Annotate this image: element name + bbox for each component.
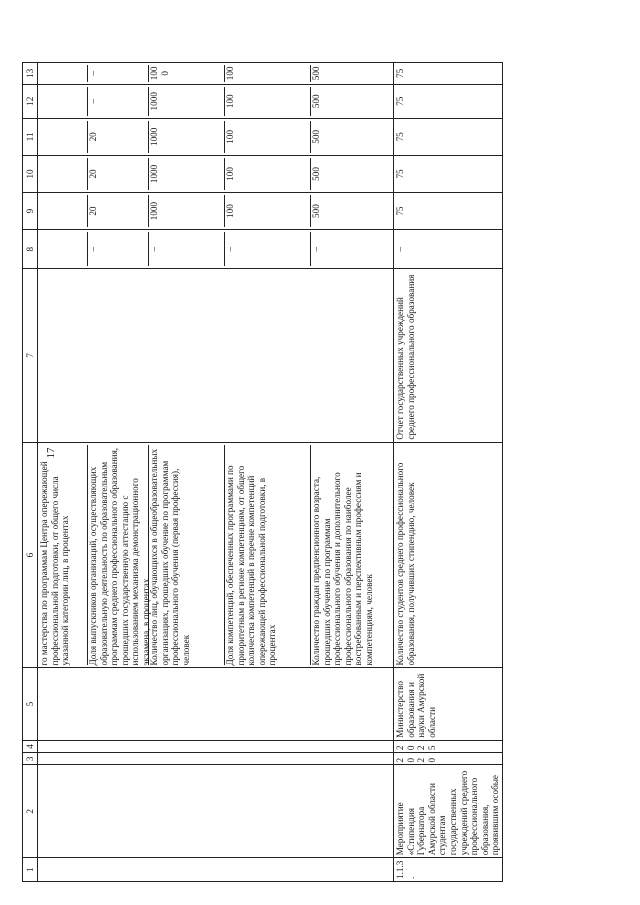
indicator-value [39, 65, 88, 82]
continued-row [38, 63, 394, 882]
col-header-5: 5 [23, 668, 38, 740]
indicator-value: 100 [225, 87, 311, 116]
indicator-name: го мастерства по программам Центра опережающей профессиональной подготовки, от общего числа указанной категории лиц, в процентах [39, 445, 88, 666]
col-header-4: 4 [23, 740, 38, 752]
continued-values-col-11 [38, 118, 394, 155]
continued-source-cell [38, 269, 394, 442]
measure-number: 1.1.3. [394, 858, 503, 882]
measure-value-col-12: 75 [394, 84, 503, 118]
col-header-9: 9 [23, 193, 38, 230]
indicator-value [39, 121, 88, 153]
indicator-value: 100 [225, 158, 311, 190]
measure-value-col-11: 75 [394, 118, 503, 155]
measure-value-col-8: – [394, 230, 503, 269]
continued-cell-name [38, 765, 394, 858]
indicator-value: 1000 [149, 158, 225, 190]
indicator-value: 20 [88, 158, 149, 190]
indicator-value: 500 [311, 129, 321, 144]
continued-cell-num [38, 858, 394, 882]
continued-values-col-9 [38, 193, 394, 230]
measure-value-col-10: 75 [394, 155, 503, 192]
continued-cell-exec [38, 668, 394, 740]
col-header-12: 12 [23, 84, 38, 118]
measure-value-col-9: 75 [394, 193, 503, 230]
col-header-11: 11 [23, 118, 38, 155]
program-measures-table [22, 62, 503, 882]
continued-values-col-8 [38, 230, 394, 269]
col-header-6: 6 [23, 442, 38, 668]
page-number: 17 [45, 447, 57, 459]
col-header-2: 2 [23, 765, 38, 858]
indicator-value [39, 87, 88, 116]
indicator-value: 1000 [149, 195, 225, 227]
indicator-name: Доля выпускников организаций, осуществляющих образовательную деятельность по образовательным программам среднего профессионального образования, прошедших государственную аттестацию с использованием механизма демонстрационного экзамена, в процентах [88, 445, 149, 666]
indicator-value: 1000 [149, 87, 225, 116]
indicator-value: 1000 [149, 121, 225, 153]
indicator-value: 100 [225, 65, 311, 82]
indicator-name: Количество лиц, обучающихся в общеобразовательных организациях, прошедших обучение по программам профессионального обучения (первая профессия), человек [149, 445, 225, 666]
measure-start-year: 2020 [394, 753, 503, 765]
indicator-value: – [225, 232, 311, 266]
indicator-value: 500 [311, 167, 321, 181]
indicator-value: – [88, 87, 149, 116]
indicator-value: 20 [88, 121, 149, 153]
indicator-name: Доля компетенций, обеспеченных программами по приоритетным в регионе компетенциям, от общего количества компетенций в перечне компетенций опережающей профессиональной подготовки, в процентах [225, 445, 311, 666]
measure-value-col-13: 75 [394, 63, 503, 85]
indicator-value: 500 [311, 66, 321, 81]
measure-executor: Министерство образования и науки Амурской области [394, 668, 503, 740]
measure-row [394, 63, 503, 882]
continued-values-col-10 [38, 155, 394, 192]
continued-values-col-13 [38, 63, 394, 85]
indicator-value [39, 195, 88, 227]
measure-indicator-source: Отчет государственных учреждений среднего профессионального образования [394, 269, 503, 442]
col-header-13: 13 [23, 63, 38, 85]
continued-cell-start [38, 753, 394, 765]
indicator-value: 100 [225, 121, 311, 153]
indicator-value: – [311, 246, 321, 252]
col-header-10: 10 [23, 155, 38, 192]
indicator-value: – [88, 65, 149, 82]
col-header-3: 3 [23, 753, 38, 765]
continued-indicators-cell [38, 442, 394, 668]
indicator-value: 20 [88, 195, 149, 227]
col-header-8: 8 [23, 230, 38, 269]
measure-indicator-name: Количество студентов среднего профессионального образования, получивших стипендию, человек [394, 442, 503, 668]
indicator-value: 500 [311, 204, 321, 218]
continued-values-col-12 [38, 84, 394, 118]
indicator-value: – [149, 232, 225, 266]
indicator-value: 1000 [149, 65, 225, 82]
col-header-1: 1 [23, 858, 38, 882]
indicator-name: Количество граждан предпенсионного возраста, прошедших обучение по программам профессионального обучения и дополнительного профессионального образования по наиболее востребованным и перспективным профессиям и компетенциям, человек [311, 472, 374, 666]
measure-name: Мероприятие «Стипендия Губернатора Амурской области студентам государственных учреждений среднего профессионального образования, проявившим особые [394, 765, 503, 858]
indicator-value [39, 232, 88, 266]
measure-end-year: 2025 [394, 740, 503, 752]
indicator-value: 100 [225, 195, 311, 227]
indicator-value: – [88, 232, 149, 266]
col-header-7: 7 [23, 269, 38, 442]
continued-cell-end [38, 740, 394, 752]
rotated-table-wrapper [22, 62, 501, 882]
column-number-row [23, 63, 38, 882]
indicator-value: 500 [311, 94, 321, 109]
indicator-value [39, 158, 88, 190]
